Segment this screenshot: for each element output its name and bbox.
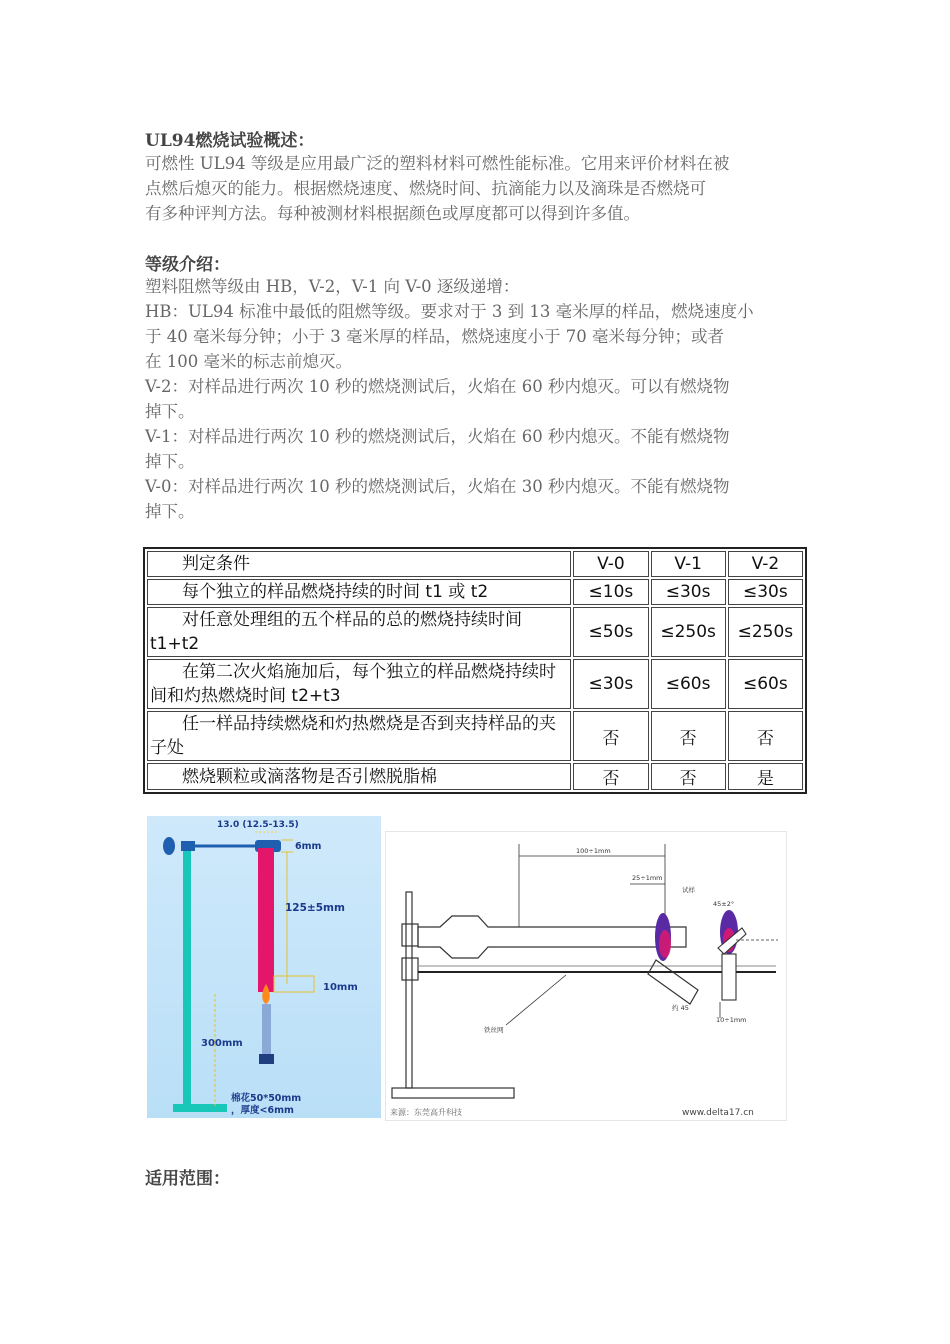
dim-10-box <box>274 976 314 992</box>
row-v2: 是 <box>728 763 803 790</box>
grades-paragraph <box>145 274 815 524</box>
clamp-2 <box>402 958 418 980</box>
gauze-leader <box>506 975 566 1025</box>
overview-paragraph <box>145 151 815 226</box>
sample-label: 试样 <box>682 886 695 894</box>
row-v0: 否 <box>573 763 648 790</box>
table-row <box>147 763 803 790</box>
dim-100-label: 100÷1mm <box>576 847 611 855</box>
dim-300-label: 300mm <box>201 1038 243 1049</box>
dim-125-label: 125±5mm <box>285 902 345 914</box>
grades-line: 塑料阻燃等级由 HB，V-2，V-1 向 V-0 逐级递增： <box>145 277 520 296</box>
row-v0: ≤10s <box>573 579 648 605</box>
vertical-test-diagram <box>147 816 381 1118</box>
header-v1: V-1 <box>651 551 726 577</box>
dim-6-label: 6mm <box>295 841 322 852</box>
header-v2: V-2 <box>728 551 803 577</box>
side-view-support <box>722 954 736 1000</box>
grades-line: V-2：对样品进行两次 10 秒的燃烧测试后，火焰在 60 秒内熄灭。可以有燃烧物 <box>145 377 730 396</box>
header-v0: V-0 <box>573 551 648 577</box>
clamp-knob <box>163 837 175 855</box>
row-v2: ≤60s <box>728 659 803 709</box>
table-header-row <box>147 551 803 577</box>
specimen-holder <box>418 916 686 958</box>
about45-label: 约 45 <box>672 1004 689 1012</box>
cotton-label-1: 棉花50*50mm <box>231 1093 302 1104</box>
row-condition: 燃烧颗粒或滴落物是否引燃脱脂棉 <box>147 763 571 790</box>
table-row <box>147 607 803 657</box>
grades-line: 掉下。 <box>145 452 195 471</box>
row-v1: 否 <box>651 711 726 761</box>
judgement-table <box>143 547 807 794</box>
table-row <box>147 579 803 605</box>
grades-line: 掉下。 <box>145 502 195 521</box>
row-v0: ≤30s <box>573 659 648 709</box>
burner-base <box>259 1054 274 1064</box>
overview-line: 可燃性 UL94 等级是应用最广泛的塑料材料可燃性能标准。它用来评价材料在被 <box>145 154 730 173</box>
dim-10-label: 10mm <box>323 982 358 993</box>
row-v1: ≤30s <box>651 579 726 605</box>
stand-rod <box>406 892 412 1088</box>
overview-line: 点燃后熄灭的能力。根据燃烧速度、燃烧时间、抗滴能力以及滴珠是否燃烧可 <box>145 179 706 198</box>
row-v2: 否 <box>728 711 803 761</box>
cotton-label-2: ，厚度<6mm <box>231 1105 294 1116</box>
row-v2: ≤30s <box>728 579 803 605</box>
clamp-1 <box>402 924 418 946</box>
dim-25-label: 25÷1mm <box>632 874 663 882</box>
website-text: www.delta17.cn <box>682 1108 754 1118</box>
dim-top-label: 13.0 (12.5-13.5) <box>217 820 299 830</box>
row-v1: 否 <box>651 763 726 790</box>
burner-tilted <box>648 960 698 1004</box>
burner-tube <box>262 1004 271 1056</box>
source-text: 来源：东莞高升科技 <box>390 1108 462 1117</box>
table-row <box>147 711 803 761</box>
table-row <box>147 659 803 709</box>
clamp-block <box>181 841 195 851</box>
row-condition: 在第二次火焰施加后，每个独立的样品燃烧持续时间和灼热燃烧时间 t2+t3 <box>147 659 571 709</box>
row-v2: ≤250s <box>728 607 803 657</box>
row-v1: ≤60s <box>651 659 726 709</box>
overview-title: UL94燃烧试验概述： <box>145 131 315 151</box>
row-condition: 每个独立的样品燃烧持续的时间 t1 或 t2 <box>147 579 571 605</box>
specimen <box>258 848 274 992</box>
grades-line: 掉下。 <box>145 402 195 421</box>
row-v1: ≤250s <box>651 607 726 657</box>
header-condition: 判定条件 <box>147 551 571 577</box>
row-v0: ≤50s <box>573 607 648 657</box>
overview-line: 有多种评判方法。每种被测材料根据颜色或厚度都可以得到许多值。 <box>145 204 640 223</box>
grades-line: HB：UL94 标准中最低的阻燃等级。要求对于 3 到 13 毫米厚的样品，燃烧速度小 <box>145 302 754 321</box>
stand-base <box>392 1088 514 1098</box>
grades-line: V-1：对样品进行两次 10 秒的燃烧测试后，火焰在 60 秒内熄灭。不能有燃烧物 <box>145 427 730 446</box>
grades-line: V-0：对样品进行两次 10 秒的燃烧测试后，火焰在 30 秒内熄灭。不能有燃烧物 <box>145 477 730 496</box>
burning-specimen-glow <box>659 930 671 958</box>
row-v0: 否 <box>573 711 648 761</box>
angle45-label: 45±2° <box>713 900 735 908</box>
vertical-test-figure <box>147 816 381 1118</box>
gauze-label: 铁丝网 <box>484 1026 504 1034</box>
horizontal-test-diagram <box>386 832 786 1120</box>
horizontal-test-figure <box>385 831 787 1121</box>
grades-line: 在 100 毫米的标志前熄灭。 <box>145 352 352 371</box>
row-condition: 任一样品持续燃烧和灼热燃烧是否到夹持样品的夹子处 <box>147 711 571 761</box>
grades-line: 于 40 毫米每分钟；小于 3 毫米厚的样品，燃烧速度小于 70 毫米每分钟；或者 <box>145 327 724 346</box>
scope-title: 适用范围： <box>145 1169 230 1189</box>
dim-10-label: 10÷1mm <box>716 1016 747 1024</box>
grades-title: 等级介绍： <box>145 255 230 275</box>
stand-base <box>173 1104 227 1112</box>
stand-rod <box>183 842 191 1112</box>
row-condition: 对任意处理组的五个样品的总的燃烧持续时间 t1+t2 <box>147 607 571 657</box>
